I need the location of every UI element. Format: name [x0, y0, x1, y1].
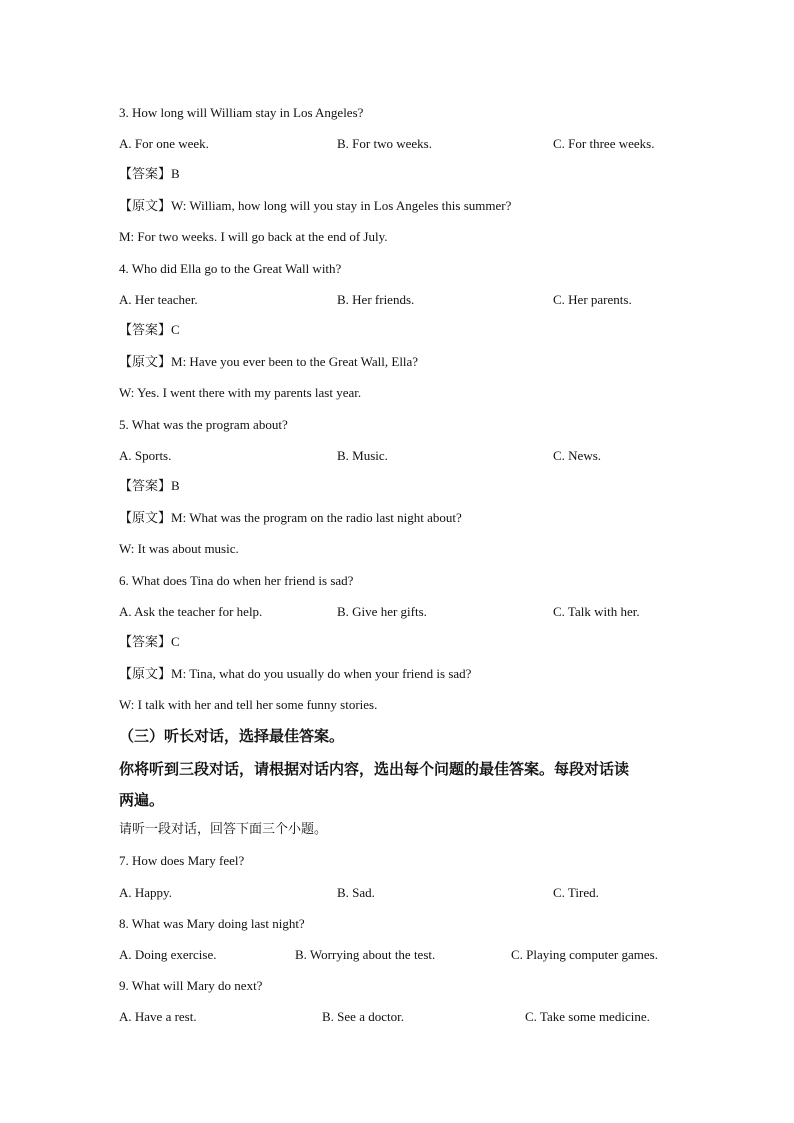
q3-option-b: B. For two weeks. — [337, 136, 432, 151]
q3-answer — [119, 166, 180, 183]
q4-script-line-2: W: Yes. I went there with my parents last year. — [119, 385, 362, 400]
q8-option-a: A. Doing exercise. — [119, 947, 217, 962]
script-text: M: Tina, what do you usually do when your friend is sad? — [171, 666, 472, 681]
answer-tag: 【答案】 — [119, 479, 172, 494]
dialogue-instruction: 请听一段对话，回答下面三个小题。 — [119, 822, 328, 837]
q6-option-b: B. Give her gifts. — [337, 604, 427, 619]
q4-option-c: C. Her parents. — [553, 292, 632, 307]
q7-option-c: C. Tired. — [553, 885, 599, 900]
question-9: 9. What will Mary do next? — [119, 978, 263, 993]
q3-option-c: C. For three weeks. — [553, 136, 655, 151]
q9-option-b: B. See a doctor. — [322, 1009, 404, 1024]
script-tag: 【原文】 — [119, 355, 172, 370]
section-instruction-line-1: 你将听到三段对话，请根据对话内容，选出每个问题的最佳答案。每段对话读 — [119, 760, 630, 778]
q7-option-a: A. Happy. — [119, 885, 172, 900]
answer-value: B — [171, 166, 180, 181]
q3-option-a: A. For one week. — [119, 136, 209, 151]
q6-option-a: A. Ask the teacher for help. — [119, 604, 263, 619]
answer-value: C — [171, 322, 180, 337]
question-8: 8. What was Mary doing last night? — [119, 916, 305, 931]
script-text: W: William, how long will you stay in Los Angeles this summer? — [171, 198, 512, 213]
answer-tag: 【答案】 — [119, 635, 172, 650]
q4-option-a: A. Her teacher. — [119, 292, 198, 307]
q3-script-line-1 — [119, 198, 511, 215]
q8-option-c: C. Playing computer games. — [511, 947, 658, 962]
q8-option-b: B. Worrying about the test. — [295, 947, 436, 962]
answer-value: B — [171, 478, 180, 493]
q4-answer — [119, 322, 180, 339]
q5-script-line-2: W: It was about music. — [119, 541, 239, 556]
script-tag: 【原文】 — [119, 511, 172, 526]
answer-tag: 【答案】 — [119, 323, 172, 338]
q4-script-line-1 — [119, 354, 418, 371]
question-4: 4. Who did Ella go to the Great Wall with? — [119, 261, 342, 276]
section-heading: （三）听长对话，选择最佳答案。 — [119, 727, 345, 745]
script-text: M: What was the program on the radio last night about? — [171, 510, 462, 525]
q6-option-c: C. Talk with her. — [553, 604, 640, 619]
script-tag: 【原文】 — [119, 667, 172, 682]
question-5: 5. What was the program about? — [119, 417, 288, 432]
section-instruction-line-2: 两遍。 — [119, 791, 165, 809]
q6-script-line-1 — [119, 666, 471, 683]
q6-answer — [119, 634, 180, 651]
answer-tag: 【答案】 — [119, 167, 172, 182]
question-7: 7. How does Mary feel? — [119, 853, 245, 868]
q5-option-b: B. Music. — [337, 448, 388, 463]
q3-script-line-2: M: For two weeks. I will go back at the end of July. — [119, 229, 388, 244]
q5-option-a: A. Sports. — [119, 448, 172, 463]
script-text: M: Have you ever been to the Great Wall, Ella? — [171, 354, 419, 369]
q5-script-line-1 — [119, 510, 462, 527]
answer-value: C — [171, 634, 180, 649]
script-tag: 【原文】 — [119, 199, 172, 214]
q7-option-b: B. Sad. — [337, 885, 375, 900]
q9-option-a: A. Have a rest. — [119, 1009, 197, 1024]
q5-answer — [119, 478, 180, 495]
q5-option-c: C. News. — [553, 448, 602, 463]
q6-script-line-2: W: I talk with her and tell her some funny stories. — [119, 697, 378, 712]
question-6: 6. What does Tina do when her friend is sad? — [119, 573, 354, 588]
question-3: 3. How long will William stay in Los Angeles? — [119, 105, 364, 120]
q9-option-c: C. Take some medicine. — [525, 1009, 650, 1024]
q4-option-b: B. Her friends. — [337, 292, 415, 307]
